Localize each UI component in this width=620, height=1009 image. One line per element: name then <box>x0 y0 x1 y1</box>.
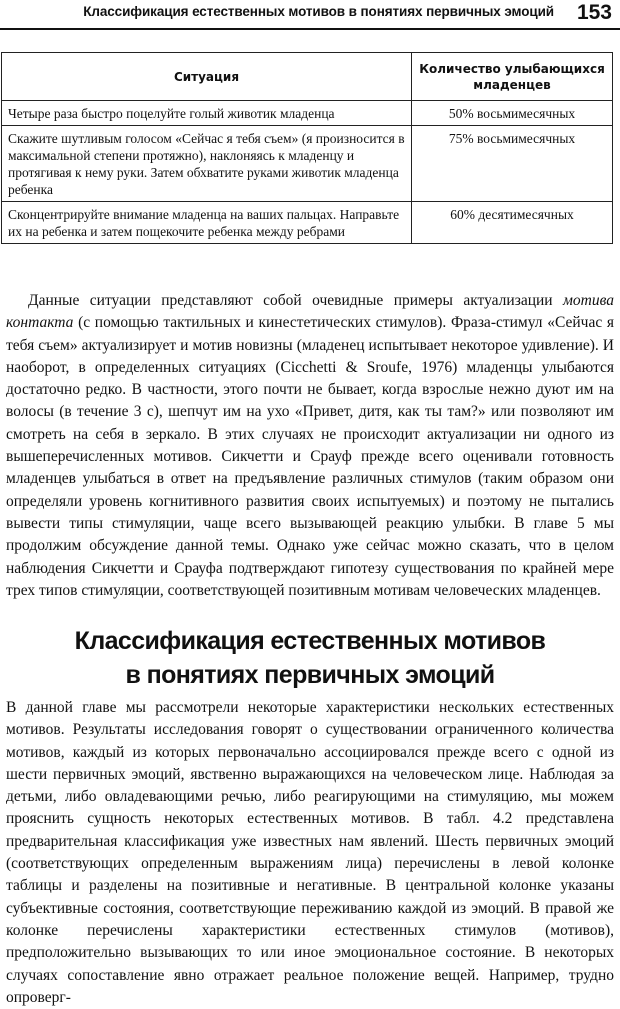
section-heading-line: Классификация естественных мотивов <box>74 627 546 655</box>
smiling-value-cell: 75% восьмимесячных <box>412 126 613 202</box>
smiling-value-cell: 50% восьмимесячных <box>412 101 613 126</box>
situation-cell: Сконцентрируйте внимание младенца на ваших пальцах. Направьте их на ребенка и затем пощекочите ребенка между ребрами <box>2 202 412 244</box>
table-row <box>2 101 613 126</box>
body-paragraph-1 <box>6 290 614 602</box>
section-heading-line: в понятиях первичных эмоций <box>125 661 495 689</box>
column-header-situation: Ситуация <box>2 53 412 101</box>
running-title: Классификация естественных мотивов в понятиях первичных эмоций <box>83 4 554 19</box>
column-header-smiling-infants: Количество улыбающихся младенцев <box>412 53 613 101</box>
body-paragraph-2 <box>6 697 614 1009</box>
table-header-row <box>2 53 613 101</box>
table-row <box>2 126 613 202</box>
table-row <box>2 202 613 244</box>
situation-cell: Четыре раза быстро поцелуйте голый животик младенца <box>2 101 412 126</box>
paragraph-text: В данной главе мы рассмотрели некоторые характеристики нескольких естественных мотивов. Результаты исследования говорят о существовании ограниченного количества мотивов, каждый из которых первоначально ассоциировался прежде всего с одной из шести первичных эмоций, явственно выражающихся на человеческом лице. Наблюдая за детьми, либо овладевающими речью, либо реагирующими на стимуляцию, мы можем прояснить сущность некоторых естественных мотивов. В табл. 4.2 представлена предварительная классификация уже известных нам явлений. Шесть первичных эмоций (соответствующих определенным выражениям лица) перечислены в левой колонке таблицы и разделены на позитивные и негативные. В центральной колонке указаны субъективные состояния, соответствующие переживанию каждой из эмоций. В правой же колонке перечислены характеристики естественных стимулов (мотивов), предположительно вызывающих то или иное эмоциональное состояние. В некоторых случаях сопоставление явно отражает реальное положение вещей. Например, трудно опроверг- <box>6 699 614 1006</box>
situations-table <box>1 52 613 244</box>
paragraph-text: (с помощью тактильных и кинестетических стимулов). Фраза-стимул «Сейчас я тебя съем» актуализирует и мотив новизны (младенец испытывает некоторое удивление). И наоборот, в определенных ситуациях (Cicchetti & Sroufe, 1976) младенцы улыбаются достаточно редко. В частности, этого почти не бывает, когда взрослые нежно дуют им на волосы (в течение 3 с), шепчут им на ухо «Привет, дитя, как ты там?» или позволяют им смотреть на себя в зеркало. В этих случаях не происходит актуализации ни одного из вышеперечисленных мотивов. Сикчетти и Срауф прежде всего оценивали готовность младенцев улыбаться в ответ на предъявление различных стимулов (таким образом они определяли уровень когнитивного развития своих испытуемых) и поэтому не пытались вывести типы стимуляции, чаще всего вызывающей реакцию улыбки. В главе 5 мы продолжим обсуждение данной темы. Однако уже сейчас можно сказать, что в целом наблюдения Сикчетти и Срауфа подтверждают гипотезу существования по крайней мере трех типов стимуляции, соответствующей позитивным мотивам человеческих младенцев. <box>6 314 614 599</box>
paragraph-text: Данные ситуации представляют собой очевидные примеры актуализации <box>28 292 564 309</box>
page-header <box>0 0 620 30</box>
situation-cell: Скажите шутливым голосом «Сейчас я тебя съем» (я произносится в максимальной степени протяжно), наклоняясь к младенцу и протягивая к нему руки. Затем обхватите руками животик младенца ребенка <box>2 126 412 202</box>
smiling-value-cell: 60% десятимесячных <box>412 202 613 244</box>
page-number: 153 <box>576 1 612 24</box>
italic-term: мотива контакта <box>6 292 614 332</box>
section-heading <box>0 624 620 692</box>
